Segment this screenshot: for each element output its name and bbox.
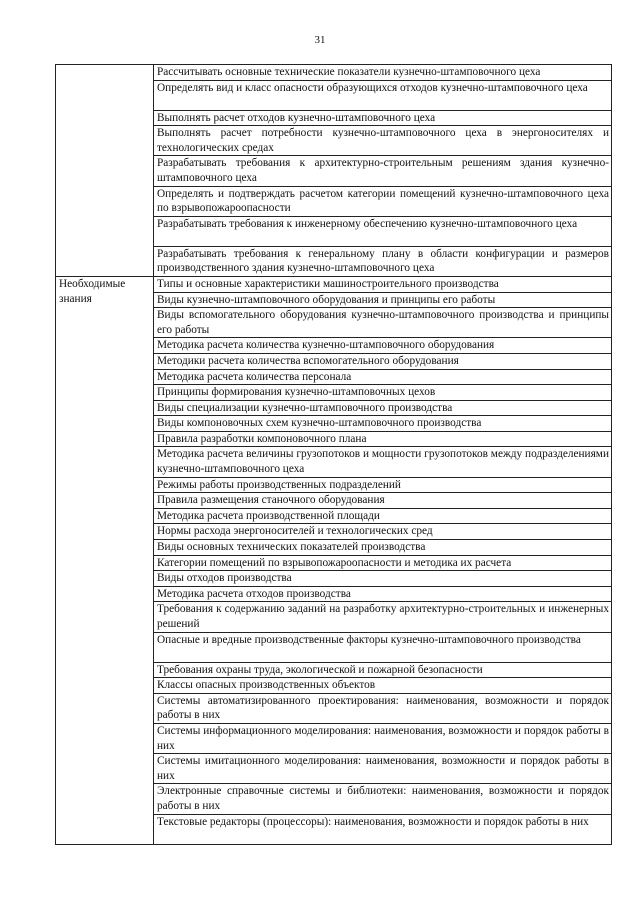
- table-cell: Методика расчета величины грузопотоков и мощности грузопотоков между подразделениями кузнечно-штамповочного цеха: [154, 447, 612, 477]
- table-cell: Классы опасных производственных объектов: [154, 678, 612, 694]
- table-cell: Системы информационного моделирования: наименования, возможности и порядок работы в них: [154, 723, 612, 753]
- table-cell: Выполнять расчет потребности кузнечно-штамповочного цеха в энергоносителях и технологических средах: [154, 126, 612, 156]
- table-cell: Правила размещения станочного оборудования: [154, 493, 612, 509]
- table-cell: Требования охраны труда, экологической и пожарной безопасности: [154, 662, 612, 678]
- table-cell: Методика расчета количества персонала: [154, 369, 612, 385]
- table-cell: Виды компоновочных схем кузнечно-штамповочного производства: [154, 416, 612, 432]
- table-row: [56, 276, 612, 292]
- table-cell: Виды специализации кузнечно-штамповочного производства: [154, 400, 612, 416]
- table-cell: Электронные справочные системы и библиотеки: наименования, возможности и порядок работы в них: [154, 784, 612, 814]
- table-cell: Категории помещений по взрывопожароопасности и методика их расчета: [154, 555, 612, 571]
- table-cell: Нормы расхода энергоносителей и технологических сред: [154, 524, 612, 540]
- table-cell: Рассчитывать основные технические показатели кузнечно-штамповочного цеха: [154, 65, 612, 81]
- table-cell: Виды вспомогательного оборудования кузнечно-штамповочного производства и принципы его работы: [154, 308, 612, 338]
- table-cell: Определять вид и класс опасности образующихся отходов кузнечно-штамповочного цеха: [154, 80, 612, 110]
- table-cell: Разрабатывать требования к инженерному обеспечению кузнечно-штамповочного цеха: [154, 216, 612, 246]
- table-cell: Виды кузнечно-штамповочного оборудования и принципы его работы: [154, 292, 612, 308]
- actions-label-cell: [56, 65, 154, 277]
- table-row: [56, 65, 612, 81]
- table-cell: Опасные и вредные производственные факторы кузнечно-штамповочного производства: [154, 632, 612, 662]
- page-number: 31: [314, 34, 326, 46]
- table-cell: Виды отходов производства: [154, 571, 612, 587]
- table-cell: Методика расчета производственной площади: [154, 508, 612, 524]
- table-cell: Методика расчета отходов производства: [154, 586, 612, 602]
- table-cell: Разрабатывать требования к генеральному плану в области конфигурации и размеров производственного здания кузнечно-штамповочного цеха: [154, 246, 612, 276]
- table-cell: Правила разработки компоновочного плана: [154, 431, 612, 447]
- table-cell: Выполнять расчет отходов кузнечно-штамповочного цеха: [154, 110, 612, 126]
- table-cell: Методика расчета количества кузнечно-штамповочного оборудования: [154, 338, 612, 354]
- table-cell: Требования к содержанию заданий на разработку архитектурно-строительных и инженерных решений: [154, 602, 612, 632]
- competency-table: [55, 64, 612, 845]
- table-cell: Разрабатывать требования к архитектурно-строительным решениям здания кузнечно-штамповочного цеха: [154, 156, 612, 186]
- table-cell: Текстовые редакторы (процессоры): наименования, возможности и порядок работы в них: [154, 814, 612, 844]
- table-cell: Виды основных технических показателей производства: [154, 540, 612, 556]
- table-cell: Принципы формирования кузнечно-штамповочных цехов: [154, 385, 612, 401]
- table-cell: Системы автоматизированного проектирования: наименования, возможности и порядок работы в них: [154, 693, 612, 723]
- knowledge-label: Необходимые знания: [56, 276, 154, 844]
- table-cell: Режимы работы производственных подразделений: [154, 477, 612, 493]
- table-cell: Определять и подтверждать расчетом категории помещений кузнечно-штамповочного цеха по взрывопожароопасности: [154, 186, 612, 216]
- table-cell: Методики расчета количества вспомогательного оборудования: [154, 353, 612, 369]
- table-cell: Типы и основные характеристики машиностроительного производства: [154, 276, 612, 292]
- table-cell: Системы имитационного моделирования: наименования, возможности и порядок работы в них: [154, 754, 612, 784]
